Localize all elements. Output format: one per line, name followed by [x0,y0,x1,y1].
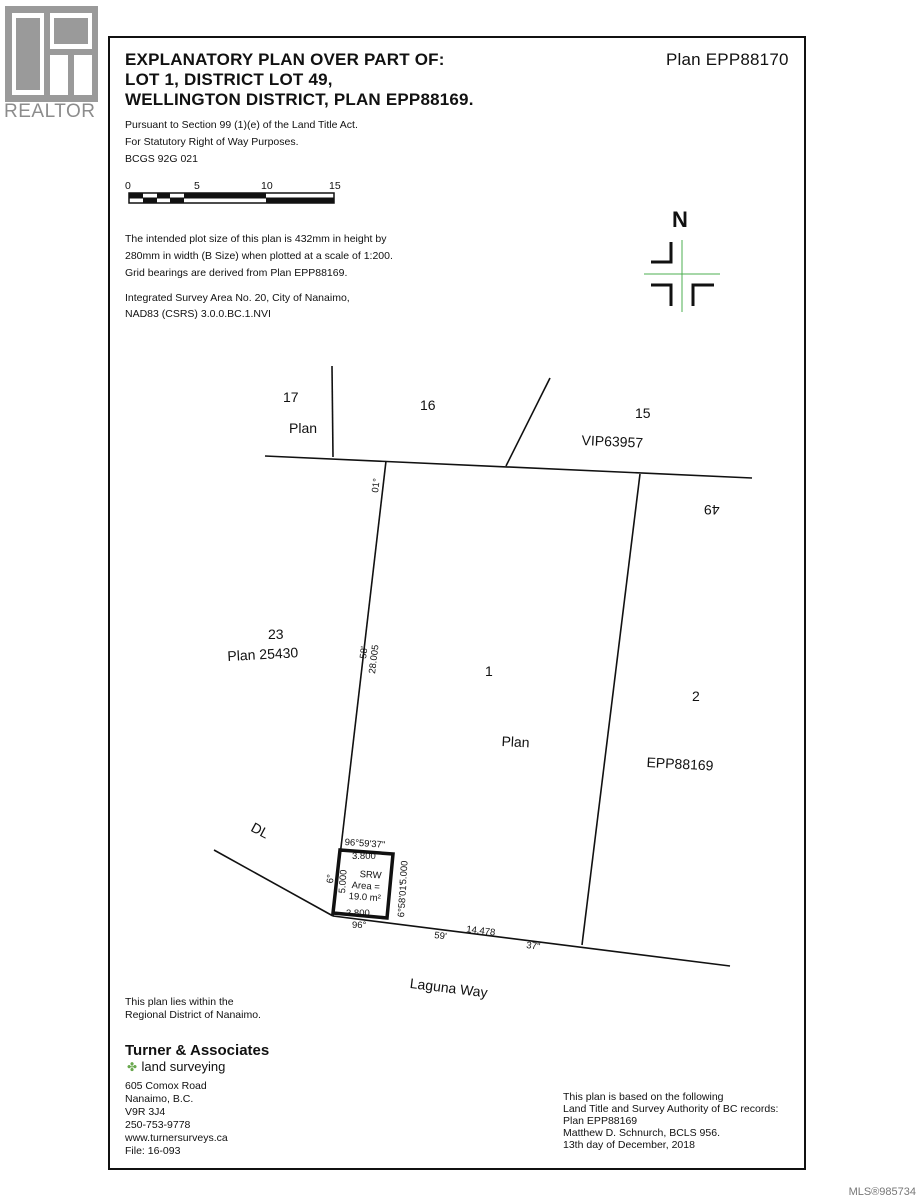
title-line-2: LOT 1, DISTRICT LOT 49, [125,70,333,89]
company-name: Turner & Associates [125,1042,270,1059]
plan-left-label: Plan [289,420,318,436]
plot-note-2: 280mm in width (B Size) when plotted at a scale of 1:200. [125,250,393,262]
srw-top-bearing: 96°59'37" [344,837,386,851]
subtitle-line-2: For Statutory Right of Way Purposes. [125,136,299,148]
records-line-2: Land Title and Survey Authority of BC records: [563,1103,779,1115]
lot-boundaries [214,366,752,966]
west-bearing-minutes: 58' [358,645,371,660]
title-line-3: WELLINGTON DISTRICT, PLAN EPP88169. [125,90,474,109]
srw-left-length: 5.000 [337,869,350,894]
district-lot-49-label: 49 [704,502,720,518]
north-label: N [672,207,688,232]
title-line-1: EXPLANATORY PLAN OVER PART OF: [125,50,445,69]
address-line-2: Nanaimo, B.C. [125,1093,194,1105]
srw-bottom-length: 3.800 [346,908,370,919]
south-bearing-degrees: 96° [352,920,367,931]
srw-right-length: 5.000 [398,860,411,885]
survey-note-1: Integrated Survey Area No. 20, City of Nanaimo, [125,292,350,304]
district-lot-label: DL [248,819,272,842]
address-line-4: 250-753-9778 [125,1119,191,1131]
scale-tick-15: 15 [329,180,341,192]
lot-2-label: 2 [692,688,700,704]
south-bearing-seconds: 37" [525,940,541,953]
survey-note-2: NAD83 (CSRS) 3.0.0.BC.1.NVI [125,308,271,320]
records-line-3: Plan EPP88169 [563,1115,638,1127]
lot-1-label: 1 [485,663,493,679]
plan-number: Plan EPP88170 [666,50,789,69]
plan-center-label: Plan [501,733,530,751]
mls-number: MLS®985734 [848,1186,916,1198]
plot-note-3: Grid bearings are derived from Plan EPP88169. [125,267,348,279]
address-line-6: File: 16-093 [125,1145,181,1157]
srw-top-length: 3.800 [352,851,376,862]
west-length: 28.005 [367,644,382,675]
plan-epp-label: EPP88169 [646,754,714,774]
north-arrow-icon [644,240,720,312]
srw-left-bearing: 6° [325,873,337,884]
lot-23-label: 23 [268,626,284,642]
scale-tick-5: 5 [194,180,200,192]
srw-label: SRW [359,869,382,882]
regional-note-1: This plan lies within the [125,996,234,1008]
plot-note-1: The intended plot size of this plan is 432mm in height by [125,233,387,245]
subtitle-line-3: BCGS 92G 021 [125,153,198,165]
address-line-3: V9R 3J4 [125,1106,166,1118]
srw-right-bearing: 6°58'01" [396,881,410,918]
records-line-4: Matthew D. Schnurch, BCLS 956. [563,1127,720,1139]
west-bearing-degrees: 01° [370,477,383,494]
scale-tick-0: 0 [125,180,131,192]
srw-area-label: Area = [351,880,381,893]
company-sub [127,1058,225,1076]
south-bearing-minutes: 59' [433,930,448,943]
scale-bar [129,193,334,203]
realtor-wordmark: REALTOR [4,101,96,122]
scale-tick-10: 10 [261,180,273,192]
plan-vip-label: VIP63957 [581,432,644,451]
regional-note-2: Regional District of Nanaimo. [125,1009,261,1021]
company-sub-label: land surveying [141,1059,226,1074]
lot-17-label: 17 [283,389,299,405]
records-line-5: 13th day of December, 2018 [563,1139,695,1151]
company-leaf-icon: ✤ [127,1060,138,1074]
subtitle-line-1: Pursuant to Section 99 (1)(e) of the Land Title Act. [125,119,358,131]
address-line-5: www.turnersurveys.ca [125,1132,228,1144]
south-length: 14.478 [465,924,496,939]
srw-area-value: 19.0 m² [348,891,382,905]
records-line-1: This plan is based on the following [563,1091,724,1103]
lot-16-label: 16 [420,397,436,413]
plan-25430-label: Plan 25430 [227,644,299,664]
road-label: Laguna Way [409,975,489,1001]
lot-15-label: 15 [635,405,651,421]
address-line-1: 605 Comox Road [125,1080,207,1092]
